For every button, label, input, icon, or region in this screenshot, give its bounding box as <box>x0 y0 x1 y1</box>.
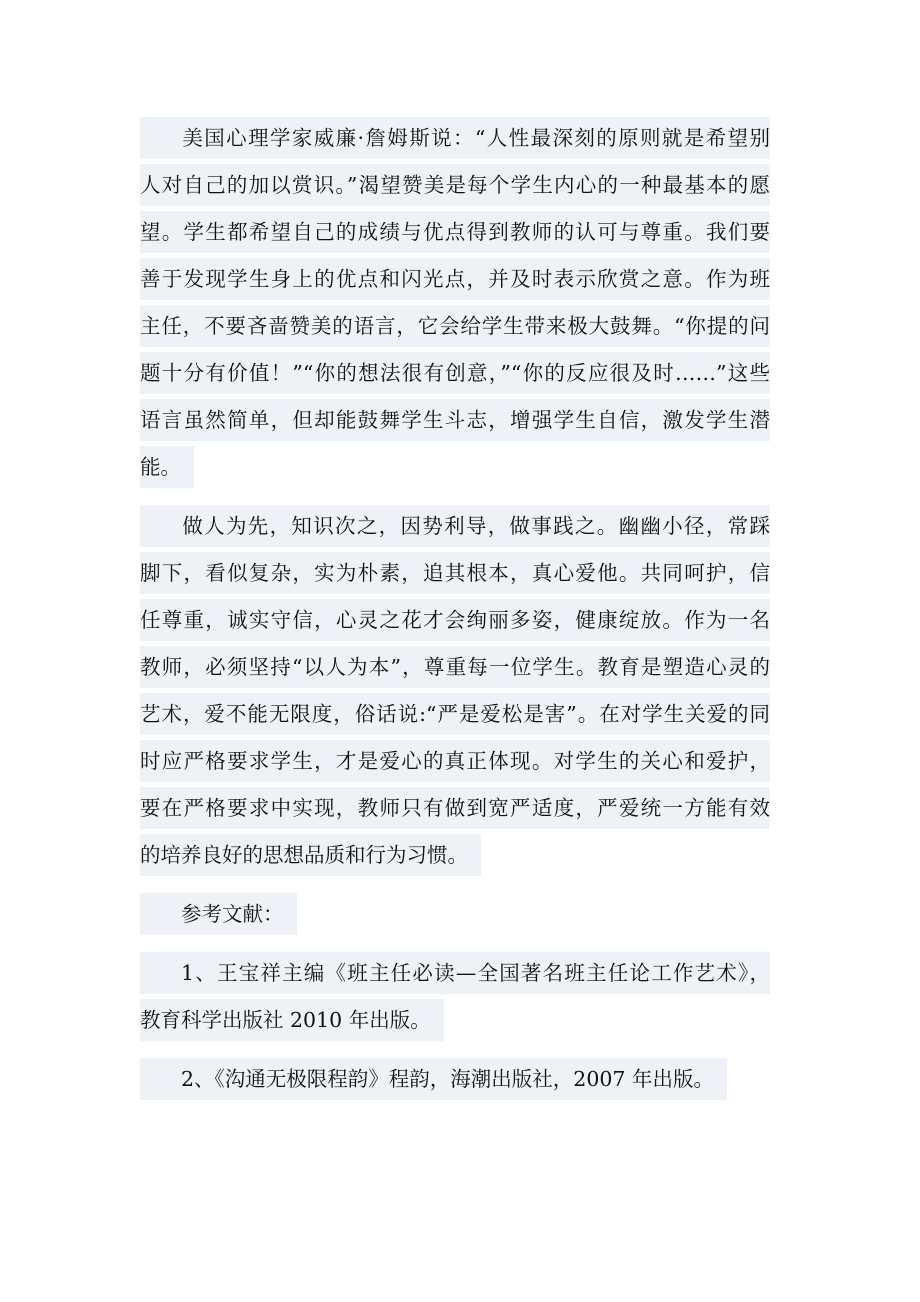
text-line: 美国心理学家威廉·詹姆斯说：“人性最深刻的原则就是希望别 <box>140 115 770 162</box>
text-line: 教师，必须坚持“以人为本”，尊重每一位学生。教育是塑造心灵的 <box>140 644 770 691</box>
document-page <box>140 115 770 1115</box>
paragraph-strict-love <box>140 503 770 879</box>
reference-item <box>140 950 770 1044</box>
paragraph-praise <box>140 115 770 491</box>
reference-item <box>140 1056 770 1103</box>
text-line: 能。 <box>140 444 770 491</box>
text-line: 参考文献： <box>140 891 770 938</box>
references-heading <box>140 891 770 938</box>
text-line: 任尊重，诚实守信，心灵之花才会绚丽多姿，健康绽放。作为一名 <box>140 597 770 644</box>
text-line: 教育科学出版社 2010 年出版。 <box>140 997 770 1044</box>
text-line: 的培养良好的思想品质和行为习惯。 <box>140 832 770 879</box>
text-line: 语言虽然简单，但却能鼓舞学生斗志，增强学生自信，激发学生潜 <box>140 397 770 444</box>
text-line: 善于发现学生身上的优点和闪光点，并及时表示欣赏之意。作为班 <box>140 256 770 303</box>
text-line: 做人为先，知识次之，因势利导，做事践之。幽幽小径，常踩 <box>140 503 770 550</box>
text-line: 望。学生都希望自己的成绩与优点得到教师的认可与尊重。我们要 <box>140 209 770 256</box>
text-line: 要在严格要求中实现，教师只有做到宽严适度，严爱统一方能有效 <box>140 785 770 832</box>
text-line: 题十分有价值！”“你的想法很有创意，”“你的反应很及时……”这些 <box>140 350 770 397</box>
text-line: 2、《沟通无极限程韵》程韵，海潮出版社，2007 年出版。 <box>140 1056 770 1103</box>
text-line: 时应严格要求学生，才是爱心的真正体现。对学生的关心和爱护， <box>140 738 770 785</box>
text-line: 主任，不要吝啬赞美的语言，它会给学生带来极大鼓舞。“你提的问 <box>140 303 770 350</box>
text-line: 艺术，爱不能无限度，俗话说:“严是爱松是害”。在对学生关爱的同 <box>140 691 770 738</box>
text-line: 脚下，看似复杂，实为朴素，追其根本，真心爱他。共同呵护，信 <box>140 550 770 597</box>
text-line: 人对自己的加以赏识。”渴望赞美是每个学生内心的一种最基本的愿 <box>140 162 770 209</box>
text-line: 1、王宝祥主编《班主任必读—全国著名班主任论工作艺术》， <box>140 950 770 997</box>
